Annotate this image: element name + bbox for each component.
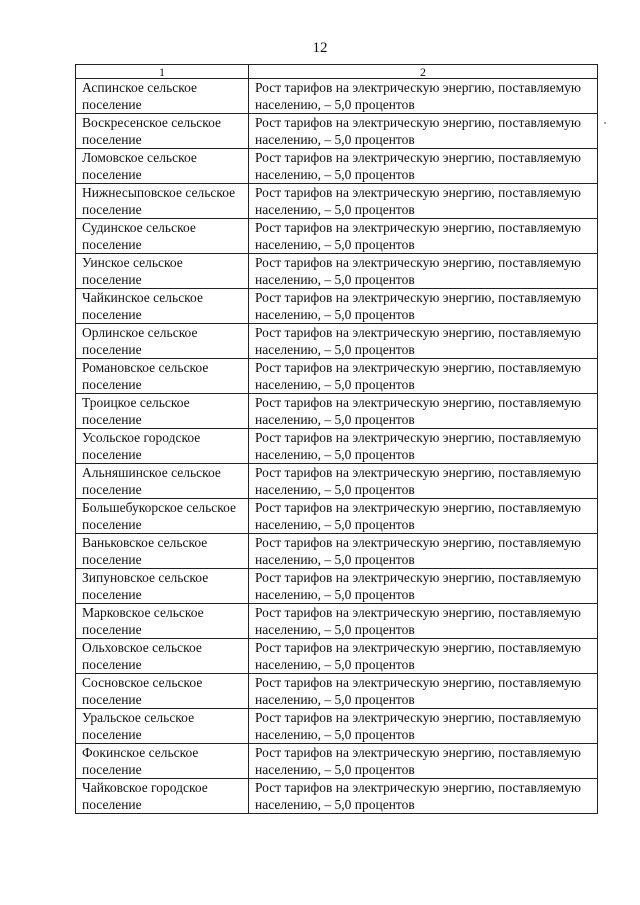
settlement-name: Усольское городское поселение [76,429,249,464]
tariff-growth: Рост тарифов на электрическую энергию, поставляемую населению, – 5,0 процентов [249,394,598,429]
scan-speck [604,122,606,124]
table-body [76,79,598,814]
tariff-growth: Рост тарифов на электрическую энергию, поставляемую населению, – 5,0 процентов [249,324,598,359]
table-row [76,779,598,814]
table-row [76,79,598,114]
settlement-name: Орлинское сельское поселение [76,324,249,359]
tariff-growth: Рост тарифов на электрическую энергию, поставляемую населению, – 5,0 процентов [249,779,598,814]
table-row [76,114,598,149]
settlement-name: Судинское сельское поселение [76,219,249,254]
tariff-table [75,64,598,814]
column-header-1: 1 [76,65,249,79]
settlement-name: Чайкинское сельское поселение [76,289,249,324]
tariff-growth: Рост тарифов на электрическую энергию, поставляемую населению, – 5,0 процентов [249,709,598,744]
table-row [76,604,598,639]
settlement-name: Уральское сельское поселение [76,709,249,744]
tariff-growth: Рост тарифов на электрическую энергию, поставляемую населению, – 5,0 процентов [249,289,598,324]
table-row [76,359,598,394]
settlement-name: Ольховское сельское поселение [76,639,249,674]
settlement-name: Сосновское сельское поселение [76,674,249,709]
settlement-name: Фокинское сельское поселение [76,744,249,779]
tariff-growth: Рост тарифов на электрическую энергию, поставляемую населению, – 5,0 процентов [249,219,598,254]
tariff-growth: Рост тарифов на электрическую энергию, поставляемую населению, – 5,0 процентов [249,534,598,569]
table-row [76,184,598,219]
table-row [76,464,598,499]
tariff-growth: Рост тарифов на электрическую энергию, поставляемую населению, – 5,0 процентов [249,429,598,464]
tariff-growth: Рост тарифов на электрическую энергию, поставляемую населению, – 5,0 процентов [249,184,598,219]
tariff-growth: Рост тарифов на электрическую энергию, поставляемую населению, – 5,0 процентов [249,254,598,289]
tariff-growth: Рост тарифов на электрическую энергию, поставляемую населению, – 5,0 процентов [249,464,598,499]
tariff-growth: Рост тарифов на электрическую энергию, поставляемую населению, – 5,0 процентов [249,639,598,674]
settlement-name: Нижнесыповское сельское поселение [76,184,249,219]
table-header [76,65,598,79]
settlement-name: Марковское сельское поселение [76,604,249,639]
settlement-name: Ломовское сельское поселение [76,149,249,184]
header-row [76,65,598,79]
settlement-name: Зипуновское сельское поселение [76,569,249,604]
table-row [76,569,598,604]
tariff-growth: Рост тарифов на электрическую энергию, поставляемую населению, – 5,0 процентов [249,499,598,534]
table-row [76,709,598,744]
table-row [76,254,598,289]
table-row [76,149,598,184]
tariff-growth: Рост тарифов на электрическую энергию, поставляемую населению, – 5,0 процентов [249,149,598,184]
tariff-growth: Рост тарифов на электрическую энергию, поставляемую населению, – 5,0 процентов [249,569,598,604]
settlement-name: Ваньковское сельское поселение [76,534,249,569]
table-row [76,639,598,674]
settlement-name: Альняшинское сельское поселение [76,464,249,499]
settlement-name: Большебукорское сельское поселение [76,499,249,534]
table-row [76,289,598,324]
table-row [76,394,598,429]
column-header-2: 2 [249,65,598,79]
tariff-growth: Рост тарифов на электрическую энергию, поставляемую населению, – 5,0 процентов [249,744,598,779]
page-number: 12 [312,40,328,56]
tariff-growth: Рост тарифов на электрическую энергию, поставляемую населению, – 5,0 процентов [249,674,598,709]
tariff-growth: Рост тарифов на электрическую энергию, поставляемую населению, – 5,0 процентов [249,114,598,149]
settlement-name: Чайковское городское поселение [76,779,249,814]
settlement-name: Троицкое сельское поселение [76,394,249,429]
settlement-name: Уинское сельское поселение [76,254,249,289]
table-row [76,219,598,254]
table-row [76,429,598,464]
settlement-name: Аспинское сельское поселение [76,79,249,114]
table-row [76,534,598,569]
settlement-name: Воскресенское сельское поселение [76,114,249,149]
tariff-growth: Рост тарифов на электрическую энергию, поставляемую населению, – 5,0 процентов [249,604,598,639]
table-row [76,324,598,359]
table-row [76,674,598,709]
settlement-name: Романовское сельское поселение [76,359,249,394]
tariff-growth: Рост тарифов на электрическую энергию, поставляемую населению, – 5,0 процентов [249,79,598,114]
table-row [76,499,598,534]
table-row [76,744,598,779]
tariff-growth: Рост тарифов на электрическую энергию, поставляемую населению, – 5,0 процентов [249,359,598,394]
